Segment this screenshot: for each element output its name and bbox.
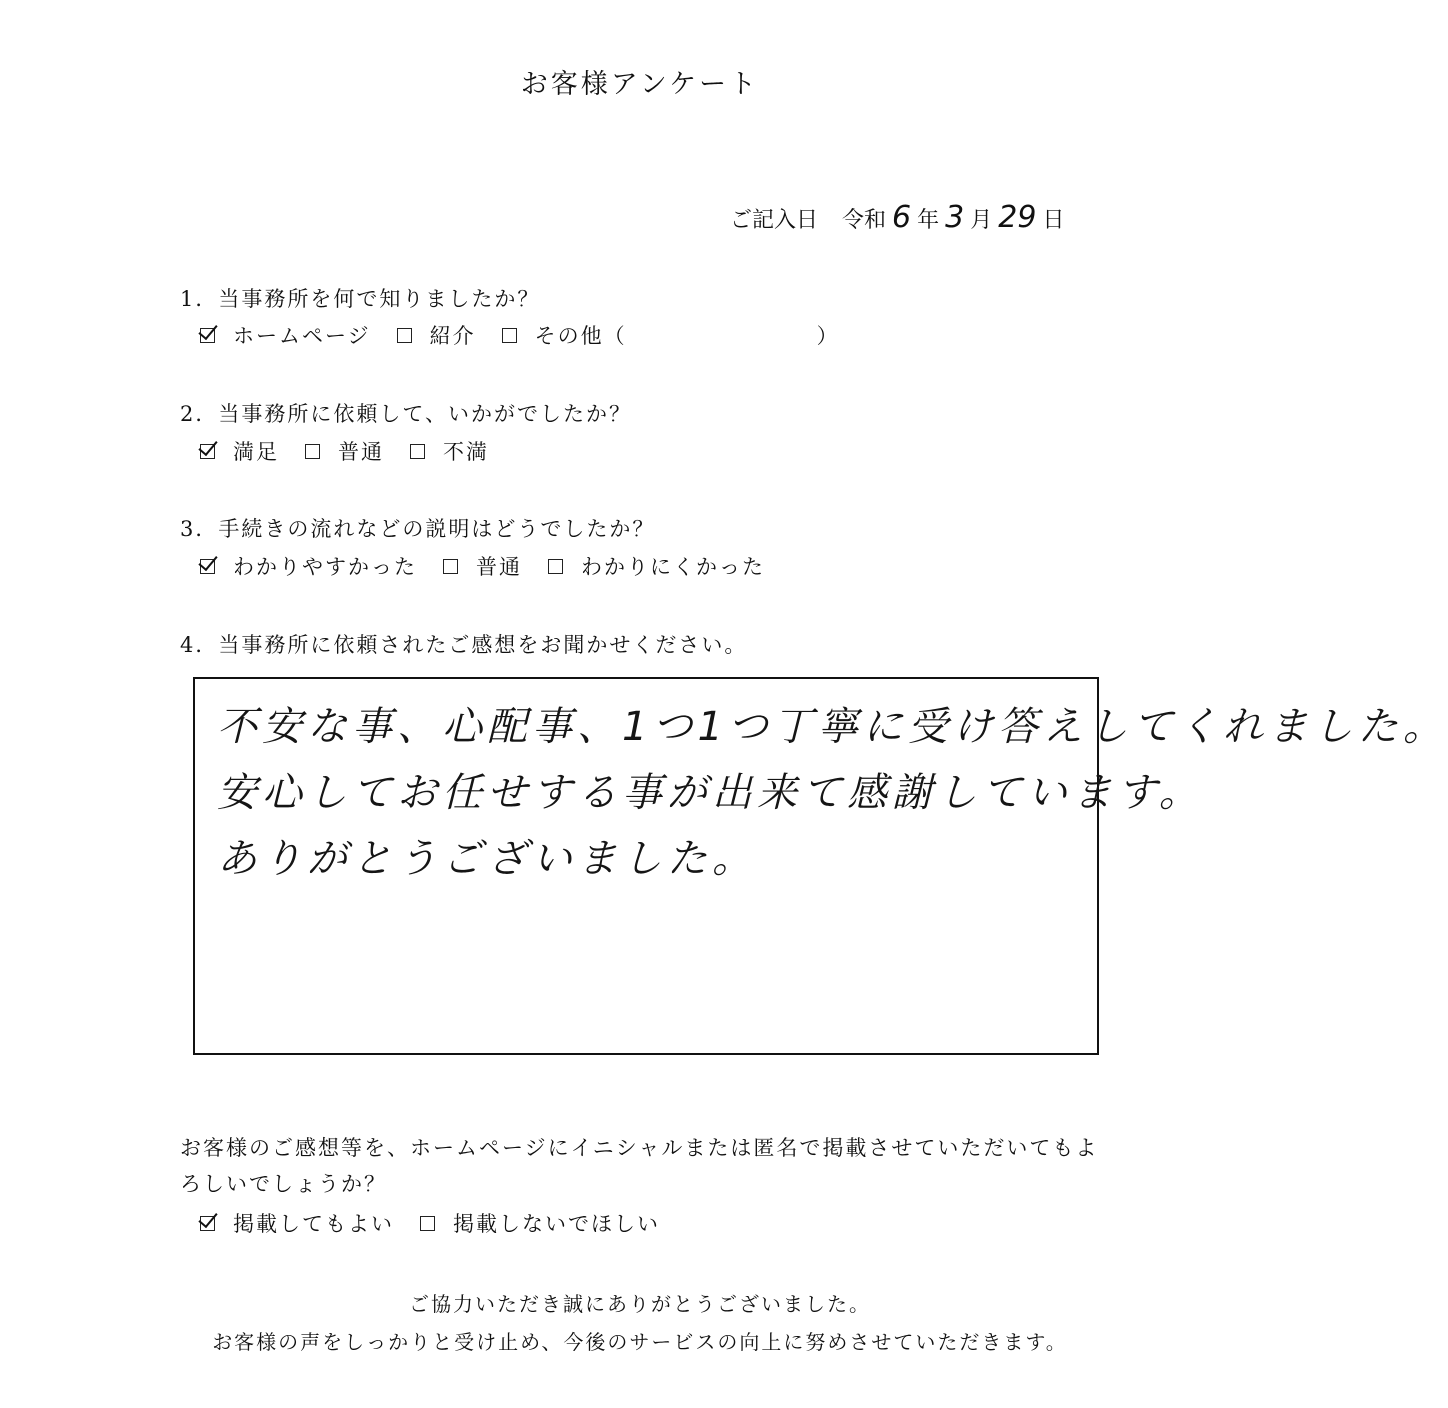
date-era: 令和: [842, 208, 887, 233]
option-homepage[interactable]: [200, 320, 371, 350]
publish-question-line-1: お客様のご感想等を、ホームページにイニシャルまたは匿名で掲載させていただいてもよ: [180, 1136, 1099, 1160]
checkbox-checked[interactable]: [200, 1216, 215, 1231]
option-label: 掲載しないでほしい: [453, 1212, 660, 1236]
option-publish-no[interactable]: [420, 1208, 660, 1238]
option-other[interactable]: [502, 320, 840, 350]
option-publish-ok[interactable]: [200, 1208, 394, 1238]
comment-line-2: 安心してお任せする事が出来て感謝しています。: [217, 770, 1204, 816]
option-unclear[interactable]: [548, 551, 765, 581]
option-referral[interactable]: [397, 320, 476, 350]
option-label: 掲載してもよい: [233, 1212, 394, 1236]
comment-box[interactable]: [193, 677, 1448, 1055]
option-label: その他（: [534, 324, 627, 348]
option-label: 紹介: [429, 324, 476, 348]
option-label: わかりやすかった: [233, 555, 417, 579]
date-month[interactable]: 3: [945, 200, 965, 235]
option-label: 普通: [476, 555, 522, 579]
date-day-unit: 日: [1042, 208, 1065, 233]
option-neutral[interactable]: [443, 551, 522, 581]
checkbox[interactable]: [305, 444, 320, 459]
checkbox-checked[interactable]: [200, 559, 215, 574]
checkbox[interactable]: [410, 444, 425, 459]
footer-message: お客様の声をしっかりと受け止め、今後のサービスの向上に努めさせていただきます。: [212, 1330, 1068, 1354]
publish-question-line-2: ろしいでしょうか？: [180, 1172, 387, 1196]
comment-line-3: ありがとうございました。: [217, 836, 757, 882]
checkbox[interactable]: [548, 559, 563, 574]
question-4: 4．当事務所に依頼されたご感想をお聞かせください。: [180, 633, 748, 657]
option-dissatisfied[interactable]: [410, 436, 489, 466]
entry-date: [730, 200, 1064, 235]
option-label: 普通: [338, 440, 384, 464]
footer-thanks: ご協力いただき誠にありがとうございました。: [409, 1292, 871, 1316]
date-year-unit: 年: [917, 208, 940, 233]
date-label: ご記入日: [730, 208, 819, 233]
checkbox[interactable]: [420, 1216, 435, 1231]
question-3-options: [200, 551, 791, 581]
checkbox[interactable]: [443, 559, 458, 574]
question-3: 3．手続きの流れなどの説明はどうでしたか？: [180, 517, 656, 541]
date-month-unit: 月: [970, 208, 993, 233]
question-1-options: [200, 320, 866, 350]
option-neutral[interactable]: [305, 436, 384, 466]
checkbox-checked[interactable]: [200, 328, 215, 343]
option-label: ホームページ: [233, 324, 371, 348]
option-label: わかりにくかった: [581, 555, 765, 579]
page-title: お客様アンケート: [520, 69, 760, 100]
option-satisfied[interactable]: [200, 436, 279, 466]
checkbox[interactable]: [397, 328, 412, 343]
other-close-paren: ）: [816, 324, 840, 348]
comment-line-1: 不安な事、心配事、1つ1つ丁寧に受け答えしてくれました。: [217, 704, 1448, 750]
checkbox[interactable]: [502, 328, 517, 343]
publish-options: [200, 1208, 686, 1238]
question-2-options: [200, 436, 515, 466]
option-label: 満足: [233, 440, 279, 464]
checkbox-checked[interactable]: [200, 444, 215, 459]
question-2: 2．当事務所に依頼して、いかがでしたか？: [180, 402, 632, 426]
question-1: 1．当事務所を何で知りましたか？: [180, 287, 541, 311]
date-year[interactable]: 6: [892, 200, 912, 235]
option-clear[interactable]: [200, 551, 417, 581]
option-label: 不満: [443, 440, 489, 464]
date-day[interactable]: 29: [998, 200, 1037, 235]
